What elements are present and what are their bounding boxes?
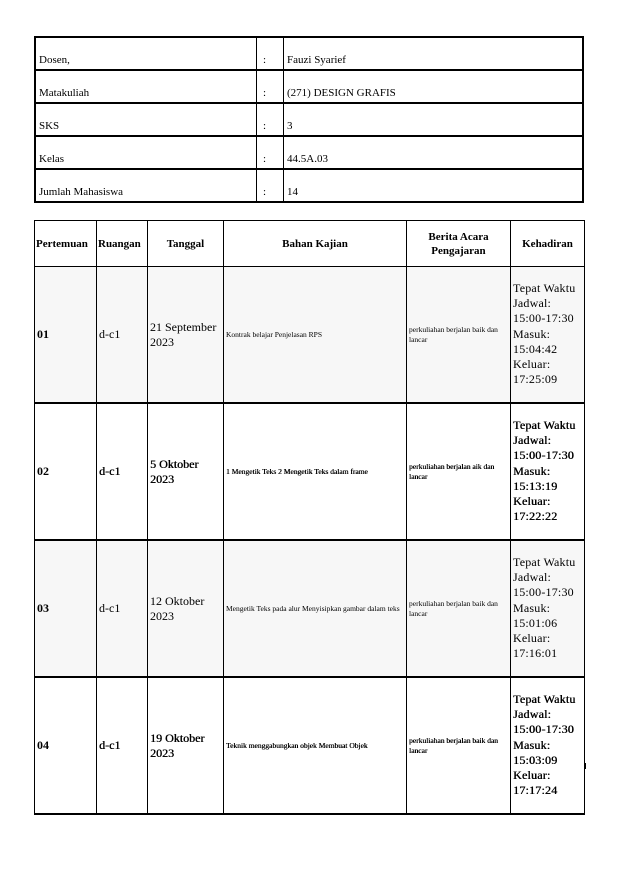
attendance-cell [511, 677, 585, 814]
info-value: 44.5A.03 [284, 136, 584, 169]
attendance-out: Keluar: 17:17:24 [513, 768, 558, 798]
header-berita-acara: Berita Acara Pengajaran [407, 221, 511, 267]
meeting-number: 03 [35, 540, 97, 677]
info-label: Kelas [35, 136, 257, 169]
attendance-status: Tepat Waktu [513, 418, 576, 432]
attendance-out: Keluar: 17:25:09 [513, 357, 558, 387]
attendance-in: Masuk: 15:04:42 [513, 326, 558, 356]
attendance-schedule: Jadwal: 15:00-17:30 [513, 296, 574, 326]
study-material: Kontrak belajar Penjelasan RPS [224, 267, 407, 404]
table-row [35, 267, 585, 404]
info-separator: : [257, 37, 284, 70]
teaching-report: perkuliahan berjalan aik dan lancar [407, 403, 511, 540]
info-value: (271) DESIGN GRAFIS [284, 70, 584, 103]
info-value: Fauzi Syarief [284, 37, 584, 70]
table-row [35, 677, 585, 814]
header-kehadiran: Kehadiran [511, 221, 585, 267]
attendance-in: Masuk: 15:03:09 [513, 737, 558, 767]
header-ruangan: Ruangan [97, 221, 148, 267]
info-label: SKS [35, 103, 257, 136]
attendance-schedule: Jadwal: 15:00-17:30 [513, 433, 574, 463]
room: d-c1 [97, 540, 148, 677]
teaching-report: perkuliahan berjalan baik dan lancar [407, 677, 511, 814]
table-header-row [35, 221, 585, 267]
meeting-number: 02 [35, 403, 97, 540]
attendance-cell [511, 267, 585, 404]
info-separator: : [257, 70, 284, 103]
attendance-in: Masuk: 15:01:06 [513, 600, 558, 630]
table-row [35, 403, 585, 540]
info-label: Dosen, [35, 37, 257, 70]
meeting-number: 04 [35, 677, 97, 814]
info-row-jumlah-mahasiswa [35, 169, 583, 202]
room: d-c1 [97, 403, 148, 540]
info-separator: : [257, 169, 284, 202]
info-separator: : [257, 103, 284, 136]
attendance-status: Tepat Waktu [513, 555, 576, 569]
table-row [35, 540, 585, 677]
attendance-schedule: Jadwal: 15:00-17:30 [513, 570, 574, 600]
room: d-c1 [97, 267, 148, 404]
study-material: Teknik menggabungkan objek Membuat Objek [224, 677, 407, 814]
attendance-status: Tepat Waktu [513, 281, 576, 295]
study-material: Mengetik Teks pada alur Menyisipkan gambar dalam teks [224, 540, 407, 677]
info-value: 14 [284, 169, 584, 202]
attendance-table [34, 220, 585, 815]
attendance-schedule: Jadwal: 15:00-17:30 [513, 707, 574, 737]
table-continuation [34, 763, 586, 769]
attendance-in: Masuk: 15:13:19 [513, 463, 558, 493]
header-tanggal: Tanggal [148, 221, 224, 267]
meeting-number: 01 [35, 267, 97, 404]
info-row-matakuliah [35, 70, 583, 103]
header-bahan-kajian: Bahan Kajian [224, 221, 407, 267]
info-separator: : [257, 136, 284, 169]
attendance-cell [511, 403, 585, 540]
meeting-date: 12 Oktober 2023 [148, 540, 224, 677]
info-row-sks [35, 103, 583, 136]
info-row-dosen [35, 37, 583, 70]
teaching-report: perkuliahan berjalan baik dan lancar [407, 267, 511, 404]
study-material: 1 Mengetik Teks 2 Mengetik Teks dalam frame [224, 403, 407, 540]
info-label: Matakuliah [35, 70, 257, 103]
info-value: 3 [284, 103, 584, 136]
room: d-c1 [97, 677, 148, 814]
header-pertemuan: Pertemuan [35, 221, 97, 267]
meeting-date: 5 Oktober 2023 [148, 403, 224, 540]
meeting-date: 19 Oktober 2023 [148, 677, 224, 814]
course-info-table [34, 36, 584, 203]
attendance-out: Keluar: 17:16:01 [513, 631, 558, 661]
attendance-out: Keluar: 17:22:22 [513, 494, 558, 524]
info-label: Jumlah Mahasiswa [35, 169, 257, 202]
attendance-cell [511, 540, 585, 677]
attendance-status: Tepat Waktu [513, 692, 576, 706]
meeting-date: 21 September 2023 [148, 267, 224, 404]
info-row-kelas [35, 136, 583, 169]
teaching-report: perkuliahan berjalan baik dan lancar [407, 540, 511, 677]
